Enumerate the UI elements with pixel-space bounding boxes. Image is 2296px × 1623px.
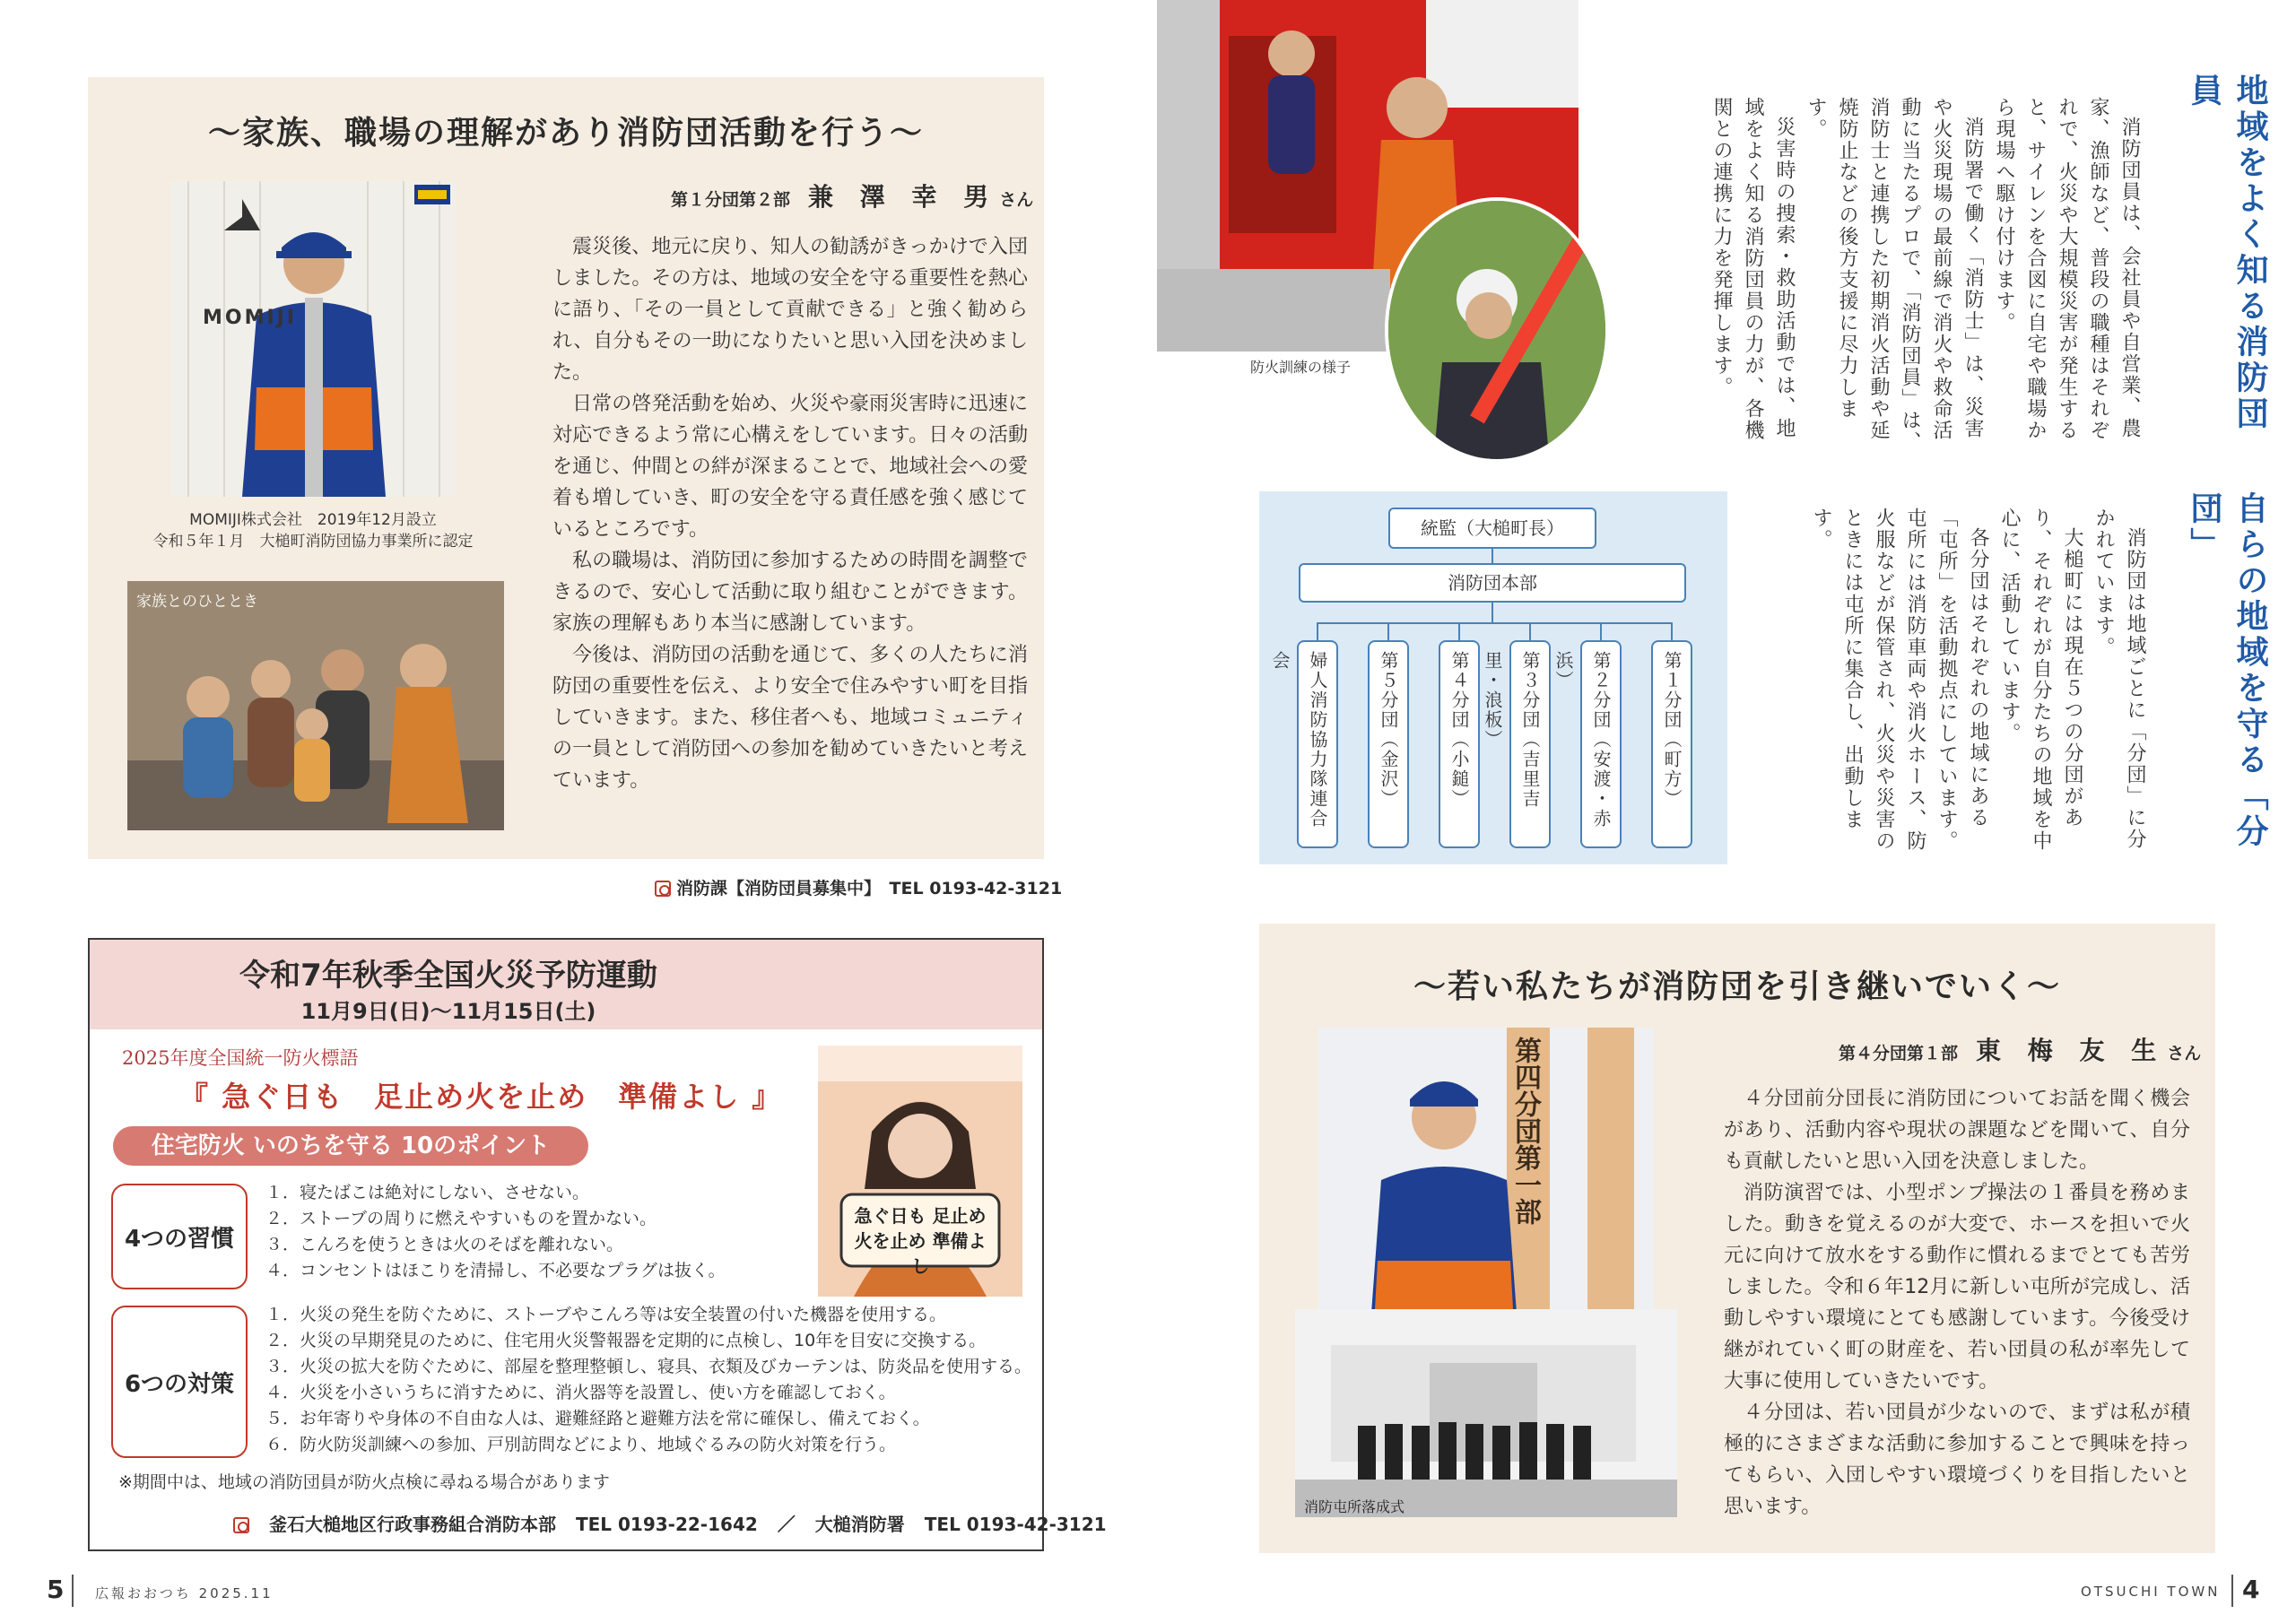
paragraph: 消防演習では、小型ポンプ操法の１番員を務めました。動きを覚えるのが大変で、ホースを担いで火元に向けて放水をする動作に慣れるまでとても苦労しました。令和６年12月に新しい屯所が完成し、活動しやすい環境にとても感謝しています。今後受け継がれていく町の財産を、若い団員の私が率先して大事に使用していきたいです。 [1724, 1182, 2190, 1393]
momiji-sign: MOMIJI [203, 307, 298, 329]
article-tobai [1259, 924, 2215, 1553]
member-suffix: さん [2167, 1044, 2202, 1063]
habits-list [265, 1180, 726, 1284]
list-item: ３．こんろを使うときは火のそばを離れない。 [265, 1235, 624, 1254]
connector-line [1600, 622, 1602, 640]
contact-label: 消防課【消防団員募集中】 [676, 879, 873, 898]
caption-line-2: 令和５年１月 大槌町消防団協力事業所に認定 [152, 533, 474, 551]
connector-line [1387, 622, 1389, 640]
section2-heading: 自らの地域を守る「分団」 [2186, 491, 2268, 850]
org-2: 大槌消防署 [814, 1514, 905, 1535]
campaign-title: 令和7年秋季全国火災予防運動 [239, 958, 657, 994]
fire-prevention-box [88, 938, 1107, 1551]
phone-icon [233, 1517, 249, 1533]
campaign-contacts [233, 1510, 1126, 1536]
portrait-caption [129, 509, 497, 552]
article-body [552, 231, 1028, 796]
org-chart [1259, 491, 1727, 864]
divider [2231, 1575, 2233, 1607]
article-title: ～家族、職場の理解があり消防団活動を行う～ [207, 115, 924, 152]
publication-title: 広報おおつち 2025.11 [95, 1585, 274, 1601]
article-body [1724, 1083, 2190, 1523]
paragraph: 震災後、地元に戻り、知人の勧誘がきっかけで入団しました。その方は、地域の安全を守る重要性を熱心に語り、「その一員として貢献できる」と強く勧められ、自分もその一助になりたいと思い入団を決めました。 [552, 236, 1028, 384]
family-photo [127, 581, 504, 830]
connector-line [1458, 622, 1460, 640]
family-photo-label: 家族とのひととき [136, 593, 258, 611]
org-unit: 第２分団（安渡・赤浜） [1580, 640, 1622, 848]
list-item: ２．火災の早期発見のために、住宅用火災警報器を定期的に点検し、10年を目安に交換する。 [265, 1331, 987, 1350]
member-byline [671, 178, 1033, 213]
contact-fire-dept [655, 875, 1062, 899]
slogan-heading: 2025年度全国統一防火標語 [122, 1047, 359, 1069]
training-photo-caption: 防火訓練の様子 [1250, 359, 1352, 376]
connector-line [1317, 622, 1318, 640]
paragraph: 消防署で働く「消防士」は、災害や火災現場の最前線で消火や救命活動に当たるプロで、「消防団員」は、消防士と連携した初期消火活動や延焼防止などの後方支援に尽力します。 [1805, 97, 1984, 453]
org-unit: 第４分団（小鎚） [1439, 640, 1480, 848]
portrait-photo-tobai [1318, 1028, 1654, 1325]
paragraph: 各分団はそれぞれの地域にある「屯所」を活動拠点にしています。屯所には消防車両や消火ホース、防火服などが保管され、火災や災害のときには屯所に集合し、出動します。 [1810, 508, 1989, 852]
list-item: ３．火災の拡大を防ぐために、部屋を整理整頓し、寝具、衣類及びカーテンは、防炎品を使用する。 [265, 1357, 1032, 1376]
campaign-note: ※期間中は、地域の消防団員が防火点検に尋ねる場合があります [118, 1472, 610, 1492]
page-number-left: 5 [47, 1575, 65, 1604]
connector-line [1317, 622, 1672, 624]
list-item: ２．ストーブの周りに燃えやすいものを置かない。 [265, 1209, 657, 1228]
poster-slogan: 急ぐ日も 足止め火を止め 準備よし [854, 1205, 987, 1277]
habits-label: 4つの習慣 [111, 1184, 248, 1289]
org-1: 釜石大槌地区行政事務組合消防本部 [269, 1514, 556, 1535]
portrait-photo-kanezawa [170, 181, 456, 497]
contact-tel: TEL 0193-42-3121 [889, 879, 1063, 898]
org-unit: 婦人消防協力隊連合会 [1297, 640, 1338, 848]
measures-list [265, 1302, 1031, 1458]
group-photo-caption: 消防屯所落成式 [1304, 1498, 1405, 1515]
banner-text: 第四分団第一部 [1509, 1037, 1541, 1225]
connector-line [1529, 622, 1531, 640]
org-unit: 第３分団（吉里吉里・浪板） [1509, 640, 1551, 848]
caption-line-1: MOMIJI株式会社 2019年12月設立 [189, 511, 437, 529]
campaign-poster [818, 1046, 1022, 1297]
list-item: ４．コンセントはほこりを清掃し、不必要なプラグは抜く。 [265, 1261, 726, 1280]
section1-heading: 地域をよく知る消防団員 [2186, 74, 2268, 432]
connector-line [1671, 622, 1673, 640]
article-kanezawa [88, 77, 1044, 859]
member-unit: 第４分団第１部 [1839, 1044, 1959, 1063]
list-item: ５．お年寄りや身体の不自由な人は、避難経路と避難方法を常に確保し、備えておく。 [265, 1409, 930, 1428]
org-top: 統監（大槌町長） [1388, 508, 1596, 549]
campaign-dates: 11月9日(日)～11月15日(土) [300, 999, 596, 1024]
org-unit: 第１分団（町方） [1651, 640, 1692, 848]
article-title: ～若い私たちが消防団を引き継いでいく～ [1413, 968, 2061, 1005]
member-name: 兼 澤 幸 男 [808, 182, 998, 212]
member-unit: 第１分団第２部 [671, 190, 791, 210]
divider [72, 1575, 74, 1607]
slogan: 『 急ぐ日も 足止め火を止め 準備よし 』 [179, 1080, 783, 1114]
paragraph: ４分団は、若い団員が少ないので、まずは私が積極的にさまざまな活動に参加することで興味を持ってもらい、入団しやすい環境づくりを目指したいと思います。 [1724, 1402, 2190, 1518]
paragraph: 私の職場は、消防団に参加するための時間を調整できるので、安心して活動に取り組むことができます。家族の理解もあり本当に感謝しています。 [552, 550, 1028, 635]
page-number-right: 4 [2242, 1575, 2260, 1604]
connector-line [1492, 603, 1493, 622]
member-name: 東 梅 友 生 [1976, 1036, 2166, 1065]
paragraph: 消防団員は、会社員や自営業、農家、漁師など、普段の職種はそれぞれで、火災や大規模災害が発生すると、サイレンを合図に自宅や職場から現場へ駆け付けます。 [1993, 97, 2141, 441]
paragraph: ４分団前分団長に消防団についてお話を聞く機会があり、活動内容や現状の課題などを聞いて、自分も貢献したいと思い入団を決意しました。 [1724, 1088, 2190, 1173]
list-item: ４．火災を小さいうちに消すために、消火器等を設置し、使い方を確認しておく。 [265, 1383, 896, 1402]
paragraph: 消防団は地域ごとに「分団」に分かれています。 [2092, 508, 2146, 850]
list-item: １．火災の発生を防ぐために、ストーブやこんろ等は安全装置の付いた機器を使用する。 [265, 1305, 947, 1324]
paragraph: 今後は、消防団の活動を通じて、多くの人たちに消防団の重要性を伝え、より安全で住みやすい町を目指していきます。また、移住者へも、地域コミュニティの一員として消防団への参加を勧めていきたいと考えています。 [552, 644, 1028, 792]
paragraph: 日常の啓発活動を始め、火災や豪雨災害時に迅速に対応できるよう常に心構えをしています。日々の活動を通じ、仲間との絆が深まることで、地域社会への愛着も増していき、町の安全を守る責任感を強く感じているところです。 [552, 393, 1028, 541]
member-suffix: さん [999, 190, 1034, 210]
section1-body [1643, 97, 2145, 456]
publication-title-en: OTSUCHI TOWN [2081, 1584, 2221, 1600]
list-item: １．寝たばこは絶対にしない、させない。 [265, 1183, 590, 1202]
separator: ／ [777, 1514, 796, 1535]
list-item: ６．防火防災訓練への参加、戸別訪問などにより、地域ぐるみの防火対策を行う。 [265, 1435, 897, 1454]
org-unit: 第５分団（金沢） [1368, 640, 1409, 848]
org-hq: 消防団本部 [1299, 563, 1686, 603]
section2-body [1770, 508, 2151, 866]
paragraph: 災害時の捜索・救助活動では、地域をよく知る消防団員の力が、各機関との連携に力を発揮します。 [1710, 97, 1796, 441]
tel-2: TEL 0193-42-3121 [924, 1514, 1107, 1535]
member-byline [1839, 1031, 2201, 1067]
measures-label: 6つの対策 [111, 1306, 248, 1458]
group-photo [1295, 1309, 1677, 1517]
tel-1: TEL 0193-22-1642 [576, 1514, 758, 1535]
training-photo-inset [1385, 197, 1609, 463]
points-title: 住宅防火 いのちを守る 10のポイント [113, 1126, 588, 1166]
paragraph: 大槌町には現在５つの分団があり、それぞれが自分たちの地域を中心に、活動しています。 [1998, 508, 2083, 852]
phone-icon [655, 881, 671, 897]
